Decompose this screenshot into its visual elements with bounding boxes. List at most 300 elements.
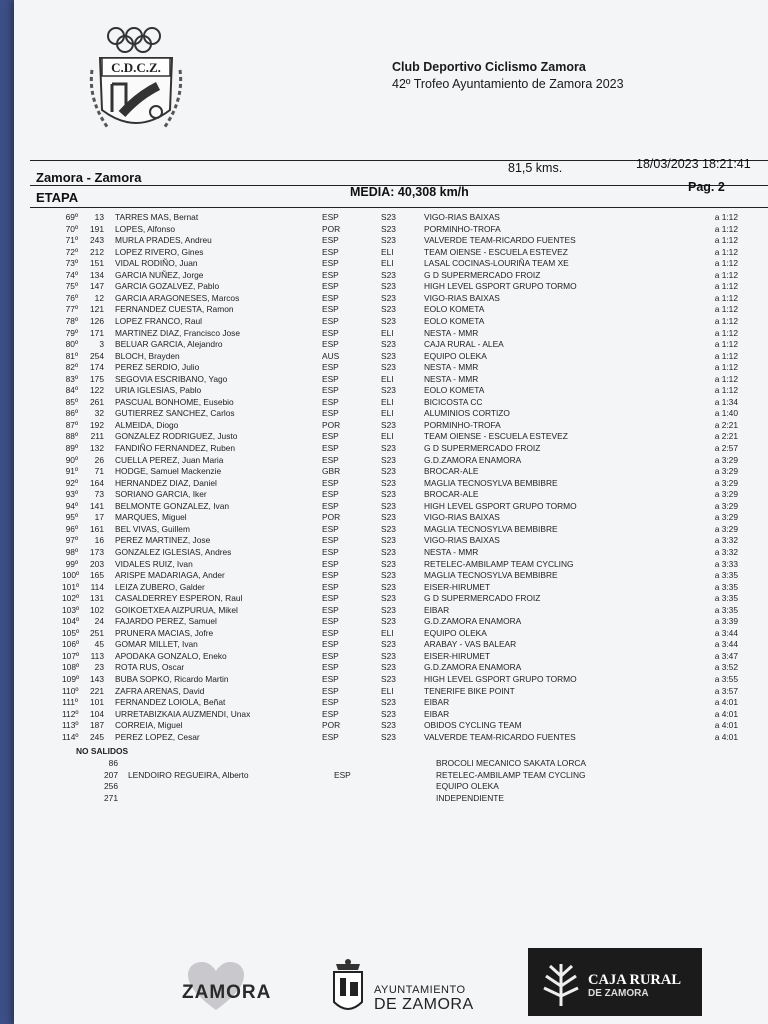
time-gap: a 4:01 <box>714 697 738 708</box>
dorsal: 113 <box>90 650 104 661</box>
nationality: ESP <box>322 281 339 292</box>
team: VIGO-RIAS BAIXAS <box>424 512 500 523</box>
dorsal: 73 <box>94 489 104 500</box>
distance: 81,5 kms. <box>508 161 563 175</box>
time-gap: a 3:29 <box>714 477 738 488</box>
team: G.D.ZAMORA ENAMORA <box>424 616 522 627</box>
category: S23 <box>381 477 396 488</box>
team: ARABAY - VAS BALEAR <box>424 639 517 650</box>
time-gap: a 3:55 <box>714 674 738 684</box>
nationality: ESP <box>322 315 339 326</box>
rider-name: FERNANDEZ CUESTA, Ramon <box>115 304 234 315</box>
rider-name: GONZALEZ RODRIGUEZ, Justo <box>115 431 238 442</box>
team: TEAM OIENSE - ESCUELA ESTEVEZ <box>424 431 568 442</box>
team: EISER-HIRUMET <box>424 581 491 592</box>
caja-rural-name: CAJA RURAL <box>588 972 682 988</box>
category: S23 <box>381 362 396 373</box>
rider-name: FAJARDO PEREZ, Samuel <box>115 616 217 627</box>
rider-name: VIDALES RUIZ, Ivan <box>115 558 193 569</box>
zamora-logo <box>170 962 280 1012</box>
category: S23 <box>381 650 396 661</box>
dorsal: 171 <box>90 327 104 338</box>
time-gap: a 1:12 <box>714 350 738 361</box>
team: MAGLIA TECNOSYLVA BEMBIBRE <box>424 477 558 488</box>
position: 71º <box>65 235 78 246</box>
nationality: ESP <box>322 385 339 396</box>
rider-name: BLOCH, Brayden <box>115 350 180 361</box>
category: S23 <box>381 639 396 650</box>
position: 109º <box>62 674 80 684</box>
nationality: ESP <box>322 627 339 638</box>
category: S23 <box>381 443 396 453</box>
position: 113º <box>62 720 79 731</box>
position: 98º <box>65 546 78 557</box>
nationality: ESP <box>322 489 339 500</box>
dorsal: 143 <box>90 674 104 684</box>
category: S23 <box>381 223 396 234</box>
team: ALUMINIOS CORTIZO <box>424 408 510 419</box>
dorsal: 271 <box>104 792 118 803</box>
position: 101º <box>62 581 80 592</box>
dorsal: 102 <box>90 604 104 615</box>
team: TEAM OIENSE - ESCUELA ESTEVEZ <box>424 246 568 257</box>
category: S23 <box>381 593 396 604</box>
dorsal: 192 <box>90 419 104 430</box>
nationality: ESP <box>322 616 339 627</box>
rider-name: BELUAR GARCIA, Alejandro <box>115 339 223 350</box>
team: MAGLIA TECNOSYLVA BEMBIBRE <box>424 570 558 581</box>
dorsal: 173 <box>90 546 104 557</box>
time-gap: a 1:12 <box>714 292 738 303</box>
position: 110º <box>62 685 79 696</box>
team: INDEPENDIENTE <box>436 792 504 803</box>
time-gap: a 2:21 <box>714 431 738 442</box>
team: EIBAR <box>424 604 450 615</box>
team: BROCAR-ALE <box>424 489 479 500</box>
dorsal: 175 <box>90 373 104 384</box>
rider-name: URRETABIZKAIA AUZMENDI, Unax <box>115 708 251 719</box>
ayuntamiento-logo <box>328 958 488 1018</box>
dorsal: 147 <box>90 281 104 292</box>
rider-name: MARTINEZ DIAZ, Francisco Jose <box>115 327 241 338</box>
rider-name: MURLA PRADES, Andreu <box>115 235 212 246</box>
rider-name: GUTIERREZ SANCHEZ, Carlos <box>115 408 235 419</box>
nationality: ESP <box>322 235 339 246</box>
nationality: ESP <box>322 373 339 384</box>
nationality: ESP <box>322 708 339 719</box>
rider-name: PEREZ MARTINEZ, Jose <box>115 535 211 546</box>
team: BROCAR-ALE <box>424 466 479 477</box>
nationality: POR <box>322 223 341 234</box>
position: 107º <box>62 650 80 661</box>
dorsal: 212 <box>90 246 104 257</box>
category: S23 <box>381 512 396 523</box>
average-speed: MEDIA: 40,308 km/h <box>350 185 469 199</box>
rider-name: PEREZ LOPEZ, Cesar <box>115 731 200 742</box>
rider-name: GONZALEZ IGLESIAS, Andres <box>115 546 232 557</box>
time-gap: a 3:29 <box>714 523 738 534</box>
team: HIGH LEVEL GSPORT GRUPO TORMO <box>424 500 577 511</box>
time-gap: a 1:12 <box>714 235 738 246</box>
position: 100º <box>62 570 80 581</box>
dorsal: 245 <box>90 731 104 742</box>
time-gap: a 3:57 <box>714 685 738 696</box>
dorsal: 126 <box>90 315 104 326</box>
category: ELI <box>381 627 394 638</box>
dorsal: 23 <box>94 662 104 673</box>
dorsal: 251 <box>90 627 104 638</box>
category: S23 <box>381 419 396 430</box>
rider-name: URIA IGLESIAS, Pablo <box>115 385 202 396</box>
category: S23 <box>381 454 396 465</box>
rider-name: CUELLA PEREZ, Juan Maria <box>115 454 224 465</box>
page-number: Pag. 2 <box>688 180 725 194</box>
team: RETELEC-AMBILAMP TEAM CYCLING <box>424 558 574 569</box>
dorsal: 13 <box>94 212 104 222</box>
category: S23 <box>381 697 396 708</box>
dorsal: 132 <box>90 443 104 453</box>
dorsal: 203 <box>90 558 104 569</box>
category: S23 <box>381 292 396 303</box>
rider-name: LENDOIRO REGUEIRA, Alberto <box>128 769 249 780</box>
category: S23 <box>381 339 396 350</box>
nationality: ESP <box>322 650 339 661</box>
dorsal: 122 <box>90 385 104 396</box>
team: NESTA - MMR <box>424 327 479 338</box>
nationality: ESP <box>322 685 339 696</box>
category: S23 <box>381 315 396 326</box>
rider-name: FERNANDEZ LOIOLA, Beñat <box>115 697 226 708</box>
time-gap: a 1:12 <box>714 212 738 222</box>
nationality: ESP <box>322 697 339 708</box>
team: G D SUPERMERCADO FROIZ <box>424 443 541 453</box>
position: 73º <box>65 258 78 269</box>
category: S23 <box>381 662 396 673</box>
category: S23 <box>381 281 396 292</box>
team: VIGO-RIAS BAIXAS <box>424 292 500 303</box>
time-gap: a 1:12 <box>714 304 738 315</box>
route: Zamora - Zamora <box>36 170 142 185</box>
team: NESTA - MMR <box>424 546 479 557</box>
team: PORMINHO-TROFA <box>424 223 501 234</box>
rider-name: ARISPE MADARIAGA, Ander <box>115 570 225 581</box>
nationality: AUS <box>322 350 340 361</box>
dorsal: 71 <box>94 466 104 477</box>
rider-name: ROTA RUS, Oscar <box>115 662 185 673</box>
position: 114º <box>62 731 79 742</box>
team: EISER-HIRUMET <box>424 650 491 661</box>
team: G.D.ZAMORA ENAMORA <box>424 662 522 673</box>
dorsal: 221 <box>90 685 104 696</box>
dorsal: 114 <box>90 581 104 592</box>
nationality: ESP <box>334 769 351 780</box>
position: 93º <box>65 489 78 500</box>
team: EQUIPO OLEKA <box>424 350 487 361</box>
position: 92º <box>65 477 78 488</box>
nationality: ESP <box>322 581 339 592</box>
time-gap: a 4:01 <box>714 731 738 742</box>
rider-name: GOMAR MILLET, Ivan <box>115 639 198 650</box>
category: S23 <box>381 581 396 592</box>
rider-name: PASCUAL BONHOME, Eusebio <box>115 396 234 407</box>
dorsal: 3 <box>99 339 104 350</box>
time-gap: a 3:29 <box>714 500 738 511</box>
rider-name: BELMONTE GONZALEZ, Ivan <box>115 500 230 511</box>
category: S23 <box>381 674 396 684</box>
position: 70º <box>65 223 78 234</box>
dorsal: 164 <box>90 477 104 488</box>
nationality: ESP <box>322 558 339 569</box>
time-gap: a 4:01 <box>714 720 738 731</box>
time-gap: a 1:12 <box>714 223 738 234</box>
dorsal: 254 <box>90 350 104 361</box>
dorsal: 141 <box>90 500 104 511</box>
time-gap: a 1:34 <box>714 396 738 407</box>
team: HIGH LEVEL GSPORT GRUPO TORMO <box>424 281 577 292</box>
category: S23 <box>381 523 396 534</box>
team: G.D.ZAMORA ENAMORA <box>424 454 522 465</box>
rider-name: LOPEZ FRANCO, Raul <box>115 315 203 326</box>
position: 91º <box>65 466 78 477</box>
dorsal: 45 <box>94 639 104 650</box>
team: EOLO KOMETA <box>424 304 485 315</box>
nationality: ESP <box>322 662 339 673</box>
nationality: ESP <box>322 604 339 615</box>
dorsal: 24 <box>94 616 104 627</box>
dorsal: 161 <box>90 523 104 534</box>
nationality: ESP <box>322 327 339 338</box>
dorsal: 187 <box>90 720 104 731</box>
nationality: POR <box>322 512 341 523</box>
position: 82º <box>65 362 78 373</box>
team: EIBAR <box>424 708 450 719</box>
nationality: POR <box>322 419 341 430</box>
category: ELI <box>381 258 394 269</box>
position: 106º <box>62 639 80 650</box>
nationality: ESP <box>322 408 339 419</box>
position: 69º <box>65 212 78 222</box>
category: S23 <box>381 558 396 569</box>
caja-rural-sub: DE ZAMORA <box>588 988 649 999</box>
time-gap: a 3:47 <box>714 650 738 661</box>
rider-name: MARQUES, Miguel <box>115 512 187 523</box>
time-gap: a 1:12 <box>714 281 738 292</box>
team: MAGLIA TECNOSYLVA BEMBIBRE <box>424 523 558 534</box>
nationality: ESP <box>322 246 339 257</box>
rider-name: PEREZ SERDIO, Julio <box>115 362 200 373</box>
time-gap: a 1:12 <box>714 258 738 269</box>
position: 95º <box>65 512 78 523</box>
time-gap: a 3:33 <box>714 558 738 569</box>
time-gap: a 3:32 <box>714 535 738 546</box>
rider-name: BUBA SOPKO, Ricardo Martin <box>115 674 229 684</box>
nationality: POR <box>322 720 341 731</box>
time-gap: a 1:12 <box>714 373 738 384</box>
time-gap: a 3:32 <box>714 546 738 557</box>
team: BICICOSTA CC <box>424 396 483 407</box>
position: 108º <box>62 662 80 673</box>
dorsal: 131 <box>90 593 104 604</box>
dorsal: 86 <box>108 758 118 768</box>
rider-name: GARCIA GOZALVEZ, Pablo <box>115 281 220 292</box>
time-gap: a 1:12 <box>714 315 738 326</box>
position: 74º <box>65 269 78 280</box>
position: 90º <box>65 454 78 465</box>
nationality: GBR <box>322 466 341 477</box>
time-gap: a 3:35 <box>714 581 738 592</box>
team: EOLO KOMETA <box>424 385 485 396</box>
team: VIGO-RIAS BAIXAS <box>424 535 500 546</box>
nationality: ESP <box>322 454 339 465</box>
position: 112º <box>62 708 79 719</box>
position: 104º <box>62 616 80 627</box>
dorsal: 121 <box>90 304 104 315</box>
dorsal: 12 <box>94 292 104 303</box>
position: 87º <box>65 419 78 430</box>
wheat-icon <box>534 956 588 1010</box>
rider-name: LEIZA ZUBERO, Galder <box>115 581 205 592</box>
time-gap: a 1:12 <box>714 246 738 257</box>
team: RETELEC-AMBILAMP TEAM CYCLING <box>436 769 586 780</box>
time-gap: a 4:01 <box>714 708 738 719</box>
nationality: ESP <box>322 443 339 453</box>
team: CAJA RURAL - ALEA <box>424 339 504 350</box>
dorsal: 191 <box>90 223 104 234</box>
rider-name: LOPEZ RIVERO, Gines <box>115 246 204 257</box>
position: 102º <box>62 593 80 604</box>
position: 72º <box>65 246 78 257</box>
rider-name: GOIKOETXEA AIZPURUA, Mikel <box>115 604 238 615</box>
category: S23 <box>381 489 396 500</box>
category: S23 <box>381 720 396 731</box>
rider-name: VIDAL RODIÑO, Juan <box>115 258 198 269</box>
event-title: 42º Trofeo Ayuntamiento de Zamora 2023 <box>392 77 624 91</box>
rider-name: GARCIA NUÑEZ, Jorge <box>115 269 204 280</box>
time-gap: a 3:44 <box>714 639 738 650</box>
time-gap: a 2:57 <box>714 443 738 453</box>
category: S23 <box>381 212 396 222</box>
dorsal: 165 <box>90 570 104 581</box>
nationality: ESP <box>322 674 339 684</box>
category: ELI <box>381 431 394 442</box>
team: VALVERDE TEAM-RICARDO FUENTES <box>424 731 576 742</box>
team: EOLO KOMETA <box>424 315 485 326</box>
rider-name: SORIANO GARCIA, Iker <box>115 489 207 500</box>
category: S23 <box>381 708 396 719</box>
nationality: ESP <box>322 593 339 604</box>
rider-name: HERNANDEZ DIAZ, Daniel <box>115 477 217 488</box>
rider-name: TARRES MAS, Bernat <box>115 212 199 222</box>
time-gap: a 3:39 <box>714 616 738 627</box>
category: S23 <box>381 604 396 615</box>
rider-name: FANDIÑO FERNANDEZ, Ruben <box>115 443 236 453</box>
dorsal: 26 <box>94 454 104 465</box>
position: 105º <box>62 627 80 638</box>
position: 89º <box>65 443 78 453</box>
nationality: ESP <box>322 500 339 511</box>
position: 99º <box>65 558 78 569</box>
nationality: ESP <box>322 431 339 442</box>
category: S23 <box>381 466 396 477</box>
category: S23 <box>381 546 396 557</box>
nationality: ESP <box>322 546 339 557</box>
position: 75º <box>65 281 78 292</box>
time-gap: a 3:35 <box>714 604 738 615</box>
rider-name: GARCIA ARAGONESES, Marcos <box>115 292 240 303</box>
rider-name: ZAFRA ARENAS, David <box>115 685 205 696</box>
no-salidos-title: NO SALIDOS <box>76 746 129 756</box>
logo-text: C.D.C.Z. <box>111 60 161 75</box>
position: 77º <box>65 304 78 315</box>
nationality: ESP <box>322 304 339 315</box>
position: 88º <box>65 431 78 442</box>
ayuntamiento-line2: DE ZAMORA <box>374 996 474 1013</box>
dorsal: 17 <box>94 512 104 523</box>
dorsal: 101 <box>90 697 104 708</box>
team: LASAL COCINAS-LOURIÑA TEAM XE <box>424 258 569 269</box>
rider-name: CASALDERREY ESPERON, Raul <box>115 593 243 604</box>
rider-name: SEGOVIA ESCRIBANO, Yago <box>115 373 228 384</box>
time-gap: a 1:12 <box>714 385 738 396</box>
team: OBIDOS CYCLING TEAM <box>424 720 522 731</box>
coat-of-arms-icon <box>328 958 368 1018</box>
nationality: ESP <box>322 535 339 546</box>
nationality: ESP <box>322 523 339 534</box>
nationality: ESP <box>322 258 339 269</box>
category: S23 <box>381 304 396 315</box>
position: 86º <box>65 408 78 419</box>
category: S23 <box>381 616 396 627</box>
caja-rural-logo <box>528 948 702 1016</box>
timestamp: 18/03/2023 18:21:41 <box>636 157 751 171</box>
category: ELI <box>381 373 394 384</box>
position: 83º <box>65 373 78 384</box>
zamora-logo-text: ZAMORA <box>182 982 272 1003</box>
category: S23 <box>381 570 396 581</box>
nationality: ESP <box>322 339 339 350</box>
dorsal: 211 <box>90 431 104 442</box>
dorsal: 16 <box>94 535 104 546</box>
team: BROCOLI MECANICO SAKATA LORCA <box>436 758 587 768</box>
team: NESTA - MMR <box>424 373 479 384</box>
dorsal: 104 <box>90 708 104 719</box>
nationality: ESP <box>322 269 339 280</box>
nationality: ESP <box>322 396 339 407</box>
category: ELI <box>381 408 394 419</box>
team: TENERIFE BIKE POINT <box>424 685 515 696</box>
team: EQUIPO OLEKA <box>424 627 487 638</box>
nationality: ESP <box>322 292 339 303</box>
team: HIGH LEVEL GSPORT GRUPO TORMO <box>424 674 577 684</box>
time-gap: a 3:29 <box>714 489 738 500</box>
team: EIBAR <box>424 697 450 708</box>
position: 79º <box>65 327 78 338</box>
category: S23 <box>381 269 396 280</box>
rider-name: BEL VIVAS, Guillem <box>115 523 190 534</box>
time-gap: a 3:35 <box>714 593 738 604</box>
rider-name: CORREIA, Miguel <box>115 720 183 731</box>
rider-name: APODAKA GONZALO, Eneko <box>115 650 227 661</box>
category: S23 <box>381 350 396 361</box>
rider-name: LOPES, Alfonso <box>115 223 176 234</box>
position: 111º <box>62 697 78 708</box>
time-gap: a 3:29 <box>714 466 738 477</box>
category: S23 <box>381 500 396 511</box>
time-gap: a 1:12 <box>714 327 738 338</box>
team: G D SUPERMERCADO FROIZ <box>424 269 541 280</box>
position: 78º <box>65 315 78 326</box>
category: ELI <box>381 685 394 696</box>
